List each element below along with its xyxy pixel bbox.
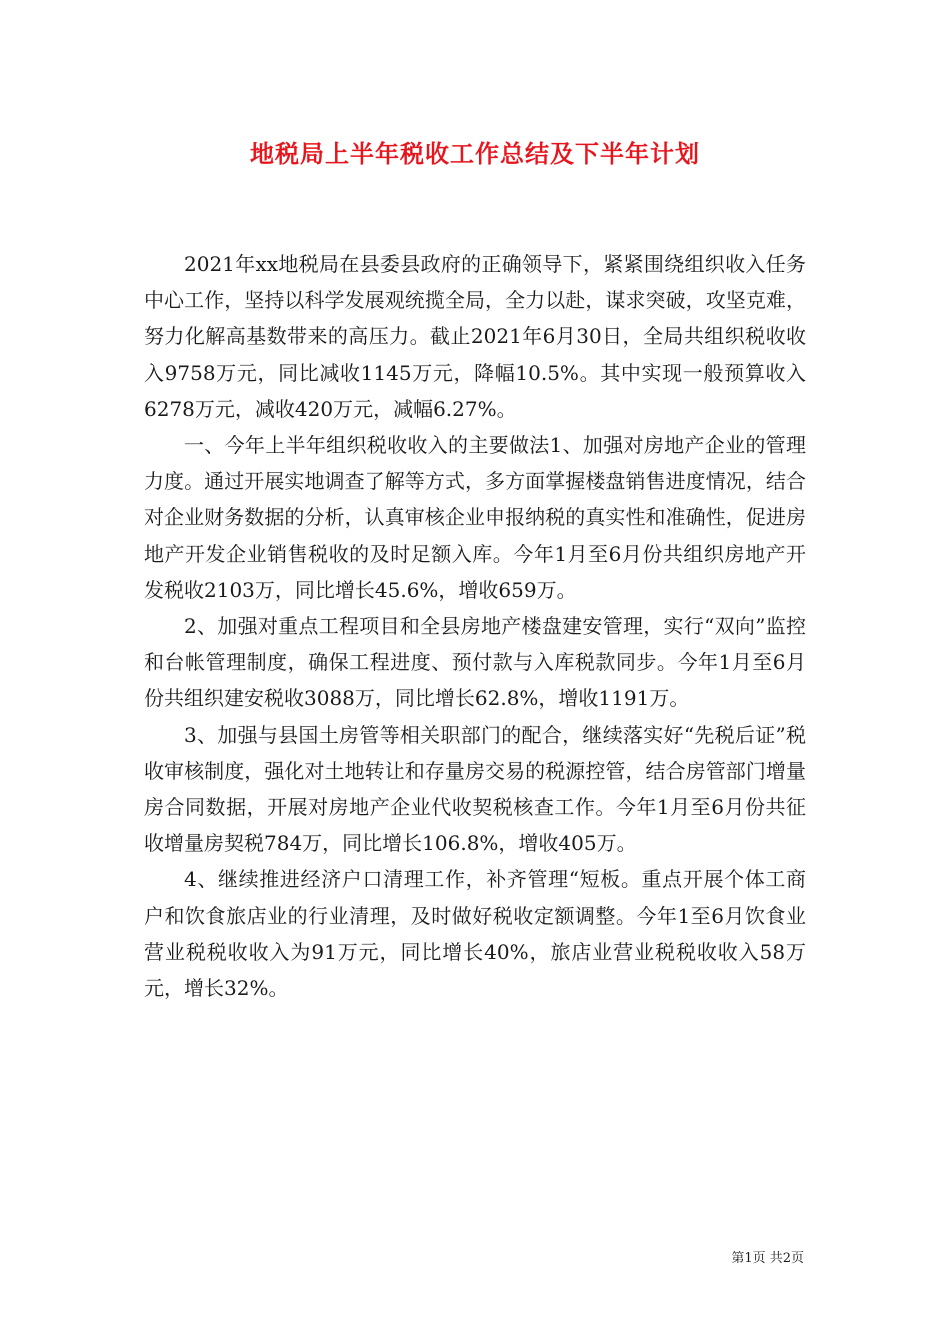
paragraph-intro: 2021年xx地税局在县委县政府的正确领导下，紧紧围绕组织收入任务中心工作，坚持以科学发展观统揽全局，全力以赴，谋求突破，攻坚克难，努力化解高基数带来的高压力。截止2021年6月30日，全局共组织税收收入9758万元，同比减收1145万元，降幅10.5%。其中实现一般预算收入6278万元，减收420万元，减幅6.27%。 bbox=[144, 252, 806, 421]
paragraph-section-1: 一、今年上半年组织税收收入的主要做法1、加强对房地产企业的管理力度。通过开展实地调查了解等方式，多方面掌握楼盘销售进度情况，结合对企业财务数据的分析，认真审核企业申报纳税的真实性和准确性，促进房地产开发企业销售税收的及时足额入库。今年1月至6月份共组织房地产开发税收2103万，同比增长45.6%，增收659万。 bbox=[144, 433, 806, 602]
paragraph-item-3: 3、加强与县国土房管等相关职部门的配合，继续落实好“先税后证”税收审核制度，强化对土地转让和存量房交易的税源控管，结合房管部门增量房合同数据，开展对房地产企业代收契税核查工作。今年1月至6月份共征收增量房契税784万，同比增长106.8%，增收405万。 bbox=[144, 722, 806, 856]
paragraph-item-2: 2、加强对重点工程项目和全县房地产楼盘建安管理，实行“双向”监控和台帐管理制度，确保工程进度、预付款与入库税款同步。今年1月至6月份共组织建安税收3088万，同比增长62.8%，增收1191万。 bbox=[144, 614, 806, 711]
document-body bbox=[144, 246, 806, 1006]
document-title: 地税局上半年税收工作总结及下半年计划 bbox=[250, 140, 700, 168]
paragraph-item-4: 4、继续推进经济户口清理工作，补齐管理“短板。重点开展个体工商户和饮食旅店业的行业清理，及时做好税收定额调整。今年1至6月饮食业营业税税收收入为91万元，同比增长40%，旅店业营业税税收收入58万元，增长32%。 bbox=[144, 867, 806, 1001]
page-number: 第1页 共2页 bbox=[731, 1251, 804, 1266]
